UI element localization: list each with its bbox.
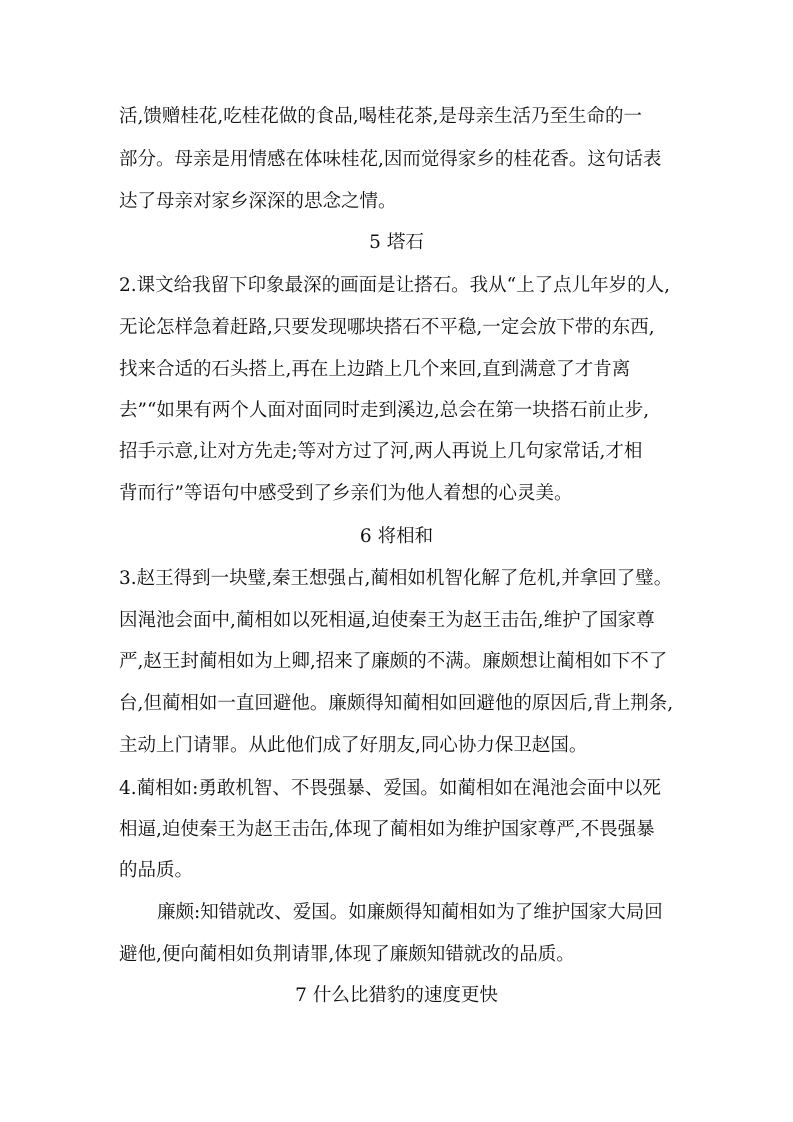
text-line: 避他,便向蔺相如负荆请罪,体现了廉颇知错就改的品质。: [119, 944, 575, 965]
section-heading: 6 将相和: [359, 526, 434, 547]
text-line: 去”“如果有两个人面对面同时走到溪边,总会在第一块搭石前止步,: [119, 400, 650, 421]
section-heading: 5 塔石: [369, 232, 424, 253]
text-line: 无论怎样急着赶路,只要发现哪块搭石不平稳,一定会放下带的东西,: [119, 317, 655, 338]
text-line: 的品质。: [119, 860, 194, 881]
text-line: 活,馈赠桂花,吃桂花做的食品,喝桂花茶,是母亲生活乃至生命的一: [119, 106, 643, 127]
text-line: 招手示意,让对方先走;等对方过了河,两人再说上几句家常话,才相: [119, 441, 643, 462]
section-heading: 7 什么比猎豹的速度更快: [295, 985, 498, 1006]
text-line: 4.蔺相如:勇敢机智、不畏强暴、爱国。如蔺相如在渑池会面中以死: [119, 778, 661, 799]
text-line: 3.赵王得到一块璧,秦王想强占,蔺相如机智化解了危机,并拿回了璧。: [119, 568, 673, 589]
text-line: 达了母亲对家乡深深的思念之情。: [119, 191, 397, 212]
text-line: 相逼,迫使秦王为赵王击缶,体现了蔺相如为维护国家尊严,不畏强暴: [119, 819, 655, 840]
text-line-indented: 廉颇:知错就改、爱国。如廉颇得知蔺相如为了维护国家大局回: [157, 902, 663, 923]
text-line: 主动上门请罪。从此他们成了好朋友,同心协力保卫赵国。: [119, 735, 588, 756]
text-line: 背而行”等语句中感受到了乡亲们为他人着想的心灵美。: [119, 483, 573, 504]
text-line: 2.课文给我留下印象最深的画面是让搭石。我从“上了点儿年岁的人,: [119, 275, 670, 296]
text-line: 因渑池会面中,蔺相如以死相逼,迫使秦王为赵王击缶,维护了国家尊: [119, 610, 655, 631]
text-line: 找来合适的石头搭上,再在上边踏上几个来回,直到满意了才肯离: [119, 359, 631, 380]
text-line: 台,但蔺相如一直回避他。廉颇得知蔺相如回避他的原因后,背上荆条,: [119, 693, 674, 714]
text-line: 严,赵王封蔺相如为上卿,招来了廉颇的不满。廉颇想让蔺相如下不了: [119, 651, 668, 672]
text-line: 部分。母亲是用情感在体味桂花,因而觉得家乡的桂花香。这句话表: [119, 149, 662, 170]
